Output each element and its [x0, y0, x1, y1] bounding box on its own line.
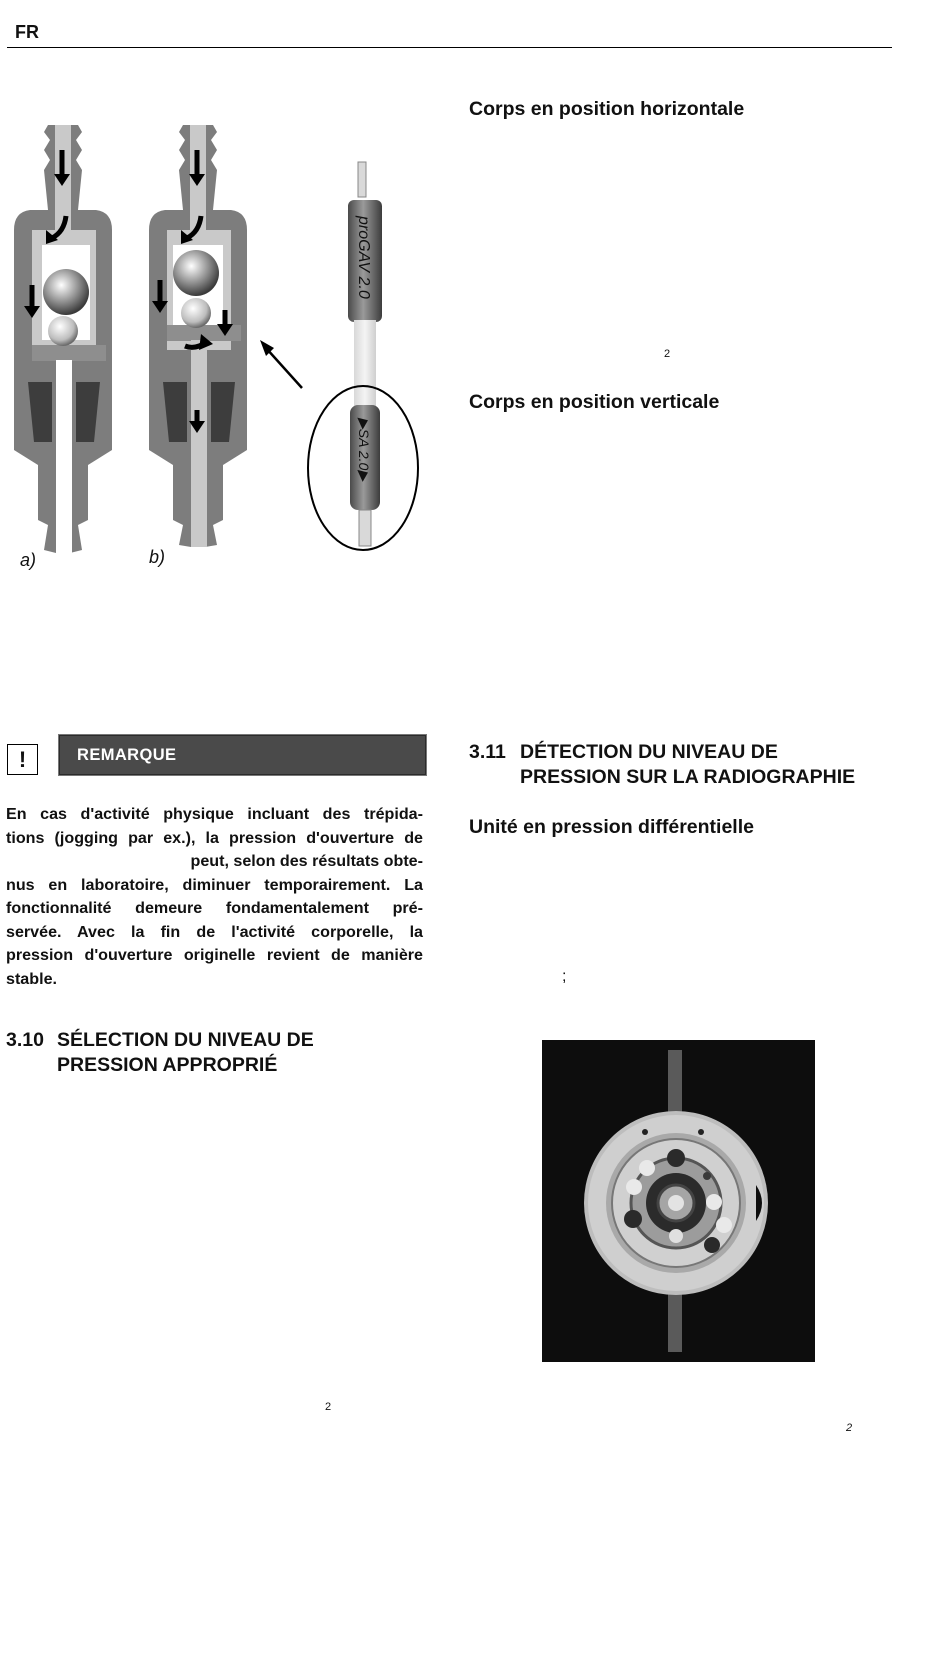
caption-a: a) — [20, 550, 37, 570]
section-number: 3.11 — [469, 741, 506, 763]
section-title-line1: SÉLECTION DU NIVEAU DE — [57, 1029, 314, 1051]
section-number: 3.10 — [6, 1029, 44, 1051]
progav-device — [308, 162, 418, 550]
paragraph-line: stable. — [6, 969, 57, 988]
semicolon: ; — [562, 968, 567, 985]
section-3-11-heading — [469, 740, 899, 792]
heading-vertical: Corps en position verticale — [469, 391, 720, 413]
paragraph-line: tions (jogging par ex.), la pression d'ouverture de — [6, 828, 423, 847]
heading-horizontal: Corps en position horizontale — [469, 98, 745, 120]
paragraph-line: En cas d'activité physique incluant des trépida- — [6, 805, 423, 823]
section-title-line2: PRESSION SUR LA RADIOGRAPHIE — [520, 766, 856, 788]
note-paragraph — [6, 803, 423, 991]
device-label-sa: ▶SA 2.0▶ — [356, 418, 372, 482]
section-title-line1: DÉTECTION DU NIVEAU DE — [520, 741, 778, 763]
caption-b: b) — [149, 547, 166, 567]
paragraph-line: fonctionnalité demeure fondamentalement pré- — [6, 899, 423, 917]
section-3-10-heading — [6, 1028, 406, 1080]
superscript-2: 2 — [325, 1401, 332, 1413]
valve-figure — [8, 120, 433, 610]
xray-image — [542, 1040, 815, 1362]
pointer-arrow — [260, 340, 302, 388]
valve-b-section — [149, 125, 247, 547]
valve-a-section — [14, 125, 112, 553]
section-title-line2: PRESSION APPROPRIÉ — [57, 1054, 278, 1076]
paragraph-line: nus en laboratoire, diminuer temporairement. La — [6, 875, 423, 894]
paragraph-line: peut, selon des résultats obte- — [190, 852, 423, 870]
exclamation-icon: ! — [7, 744, 38, 775]
paragraph-line: servée. Avec la fin de l'activité corporelle, la — [6, 922, 423, 941]
header-rule — [7, 47, 892, 48]
note-label: REMARQUE — [77, 746, 177, 764]
note-banner — [58, 734, 427, 776]
superscript-2: 2 — [846, 1422, 853, 1434]
paragraph-line: pression d'ouverture originelle revient de manière — [6, 946, 423, 964]
language-code: FR — [15, 22, 39, 42]
superscript-2: 2 — [664, 348, 671, 360]
subheading-differential: Unité en pression différentielle — [469, 816, 754, 838]
device-label-progav: proGAV 2.0 — [355, 216, 372, 299]
